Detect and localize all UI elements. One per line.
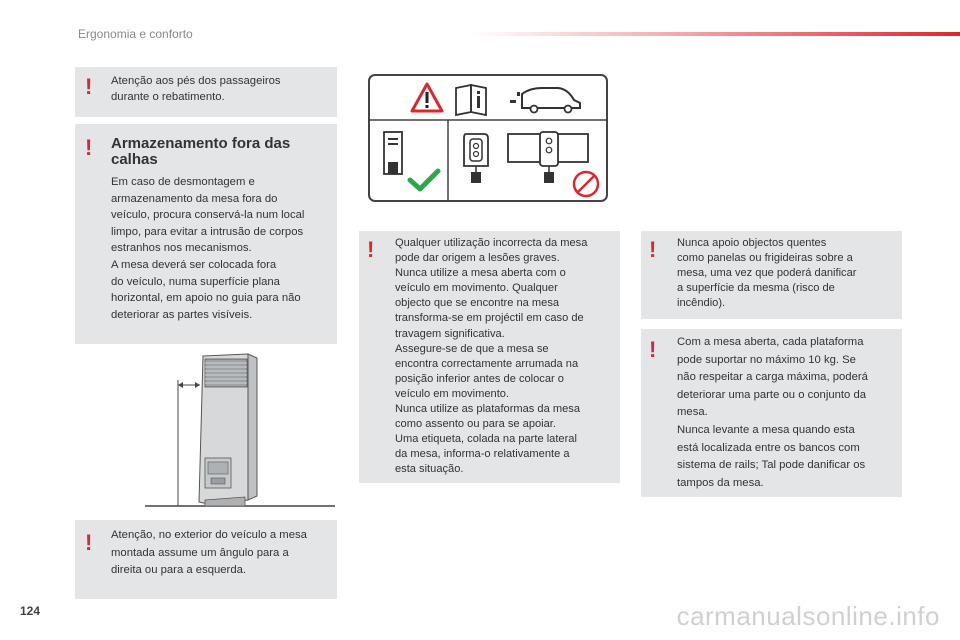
storage-title: Armazenamento fora das calhas: [111, 135, 291, 168]
section-title: Ergonomia e conforto: [78, 27, 193, 41]
prohibited-icon: [574, 172, 598, 196]
warning-exclamation-icon: !: [649, 237, 657, 262]
page-number: 124: [20, 604, 41, 618]
hot-objects-box: [641, 231, 902, 319]
exterior-angle-text: Atenção, no exterior do veículo a mesa montada assume um ângulo para a direita ou para a esquerda.: [111, 529, 307, 576]
watermark: carmanualsonline.info: [676, 601, 940, 631]
header-accent-bar: [470, 32, 960, 36]
table-with-cups-icon: [464, 134, 488, 183]
warning-exclamation-icon: !: [367, 237, 375, 262]
check-icon: [410, 171, 438, 189]
storage-text: Em caso de desmontagem e armazenamento da mesa fora do veículo, procura conservá-la num local limpo, para evitar a intrusão de corpos estranhos nos mecanismos. A mesa deverá ser colocada fora do veículo, numa superfície plana horizontal, em apoio no guia para não deteriorar as partes visíveis.: [111, 176, 305, 321]
misuse-warning-text: Qualquer utilização incorrecta da mesa pode dar origem a lesões graves. Nunca utilize a mesa aberta com o veículo em movimento. Qualquer objecto que se encontre na mesa transforma-se em projéctil em caso de travagem significativa. Assegure-se de que a mesa se encontra correctamente arrumada na posição inferior antes de colocar o veículo em movimento. Nunca utilize as plataformas da mesa como assento ou para se apoiar. Uma etiqueta, colada na parte lateral da mesa, informa-o relativamente a esta situação.: [395, 237, 588, 476]
warning-exclamation-icon: !: [649, 337, 657, 362]
manual-info-icon: [456, 85, 486, 115]
misuse-warning-box: [359, 231, 620, 483]
warning-exclamation-icon: !: [85, 74, 93, 99]
warning-exclamation-icon: !: [85, 530, 93, 555]
vehicle-icon: [510, 88, 580, 113]
feet-warning-text: Atenção aos pés dos passageiros durante o rebatimento.: [111, 75, 281, 103]
feet-warning-box: [75, 67, 337, 117]
table-illustration: [145, 350, 335, 512]
load-limit-box: [641, 329, 902, 497]
pictogram-label: [368, 74, 608, 202]
stored-table-icon: [384, 132, 402, 174]
warning-triangle-icon: [412, 84, 442, 111]
storage-box: [75, 124, 337, 344]
warning-exclamation-icon: !: [85, 135, 93, 160]
load-limit-text: Com a mesa aberta, cada plataforma pode suportar no máximo 10 kg. Se não respeitar a carga máxima, poderá deteriorar uma parte ou o conjunto da mesa. Nunca levante a mesa quando esta está localizada entre os bancos com sistema de rails; Tal pode danificar os tampos da mesa.: [677, 336, 868, 489]
hot-objects-text: Nunca apoio objectos quentes como panelas ou frigideiras sobre a mesa, uma vez que poderá danificar a superfície da mesma (risco de incêndio).: [677, 237, 857, 310]
exterior-angle-box: [75, 520, 337, 599]
